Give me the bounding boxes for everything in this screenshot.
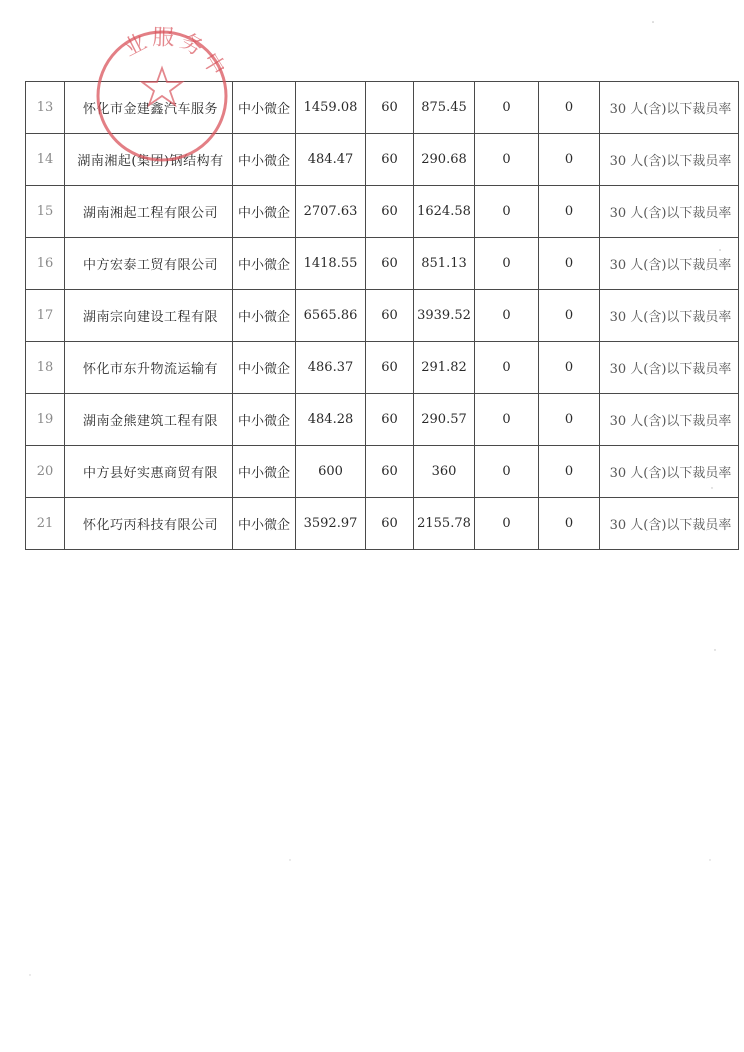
table-row	[26, 238, 739, 290]
amount-value: 3592.97	[296, 498, 366, 550]
condition-note: 30 人(含)以下裁员率	[600, 498, 739, 550]
value-col-a: 0	[475, 446, 539, 498]
subsidy-table	[25, 81, 739, 550]
enterprise-type: 中小微企	[233, 186, 296, 238]
rate-value: 60	[366, 82, 414, 134]
condition-note: 30 人(含)以下裁员率	[600, 238, 739, 290]
subsidy-value: 2155.78	[414, 498, 475, 550]
rate-value: 60	[366, 342, 414, 394]
value-col-a: 0	[475, 186, 539, 238]
row-number: 15	[26, 186, 65, 238]
table-row	[26, 342, 739, 394]
company-name: 怀化市金建鑫汽车服务	[65, 82, 233, 134]
row-number: 14	[26, 134, 65, 186]
table-body	[26, 82, 739, 550]
table-row	[26, 446, 739, 498]
amount-value: 6565.86	[296, 290, 366, 342]
value-col-b: 0	[539, 82, 600, 134]
rate-value: 60	[366, 394, 414, 446]
enterprise-type: 中小微企	[233, 394, 296, 446]
rate-value: 60	[366, 186, 414, 238]
condition-note: 30 人(含)以下裁员率	[600, 446, 739, 498]
amount-value: 600	[296, 446, 366, 498]
enterprise-type: 中小微企	[233, 82, 296, 134]
condition-note: 30 人(含)以下裁员率	[600, 82, 739, 134]
row-number: 17	[26, 290, 65, 342]
amount-value: 1459.08	[296, 82, 366, 134]
table-row	[26, 82, 739, 134]
amount-value: 484.28	[296, 394, 366, 446]
table-row	[26, 498, 739, 550]
rate-value: 60	[366, 498, 414, 550]
subsidy-value: 290.68	[414, 134, 475, 186]
company-name: 湖南湘起(集团)钢结构有	[65, 134, 233, 186]
rate-value: 60	[366, 446, 414, 498]
value-col-b: 0	[539, 290, 600, 342]
row-number: 21	[26, 498, 65, 550]
value-col-b: 0	[539, 238, 600, 290]
amount-value: 1418.55	[296, 238, 366, 290]
value-col-b: 0	[539, 186, 600, 238]
amount-value: 2707.63	[296, 186, 366, 238]
row-number: 20	[26, 446, 65, 498]
value-col-a: 0	[475, 82, 539, 134]
table-row	[26, 134, 739, 186]
value-col-a: 0	[475, 342, 539, 394]
condition-note: 30 人(含)以下裁员率	[600, 342, 739, 394]
table-row	[26, 186, 739, 238]
subsidy-value: 290.57	[414, 394, 475, 446]
rate-value: 60	[366, 290, 414, 342]
svg-text:业服务中	[120, 25, 232, 84]
amount-value: 484.47	[296, 134, 366, 186]
company-name: 怀化市东升物流运输有	[65, 342, 233, 394]
value-col-b: 0	[539, 342, 600, 394]
rate-value: 60	[366, 134, 414, 186]
value-col-a: 0	[475, 134, 539, 186]
company-name: 湖南金熊建筑工程有限	[65, 394, 233, 446]
condition-note: 30 人(含)以下裁员率	[600, 186, 739, 238]
subsidy-value: 875.45	[414, 82, 475, 134]
subsidy-value: 360	[414, 446, 475, 498]
enterprise-type: 中小微企	[233, 290, 296, 342]
company-name: 中方宏泰工贸有限公司	[65, 238, 233, 290]
enterprise-type: 中小微企	[233, 498, 296, 550]
condition-note: 30 人(含)以下裁员率	[600, 394, 739, 446]
subsidy-value: 291.82	[414, 342, 475, 394]
value-col-b: 0	[539, 498, 600, 550]
value-col-a: 0	[475, 394, 539, 446]
amount-value: 486.37	[296, 342, 366, 394]
value-col-a: 0	[475, 498, 539, 550]
value-col-b: 0	[539, 394, 600, 446]
company-name: 中方县好实惠商贸有限	[65, 446, 233, 498]
rate-value: 60	[366, 238, 414, 290]
enterprise-type: 中小微企	[233, 134, 296, 186]
table-row	[26, 290, 739, 342]
value-col-a: 0	[475, 238, 539, 290]
row-number: 19	[26, 394, 65, 446]
value-col-a: 0	[475, 290, 539, 342]
subsidy-value: 851.13	[414, 238, 475, 290]
condition-note: 30 人(含)以下裁员率	[600, 290, 739, 342]
row-number: 16	[26, 238, 65, 290]
row-number: 13	[26, 82, 65, 134]
condition-note: 30 人(含)以下裁员率	[600, 134, 739, 186]
seal-text: 业服务中	[119, 25, 232, 84]
value-col-b: 0	[539, 446, 600, 498]
row-number: 18	[26, 342, 65, 394]
table-row	[26, 394, 739, 446]
company-name: 湖南湘起工程有限公司	[65, 186, 233, 238]
enterprise-type: 中小微企	[233, 342, 296, 394]
value-col-b: 0	[539, 134, 600, 186]
company-name: 湖南宗向建设工程有限	[65, 290, 233, 342]
company-name: 怀化巧丙科技有限公司	[65, 498, 233, 550]
subsidy-value: 3939.52	[414, 290, 475, 342]
enterprise-type: 中小微企	[233, 238, 296, 290]
enterprise-type: 中小微企	[233, 446, 296, 498]
subsidy-value: 1624.58	[414, 186, 475, 238]
